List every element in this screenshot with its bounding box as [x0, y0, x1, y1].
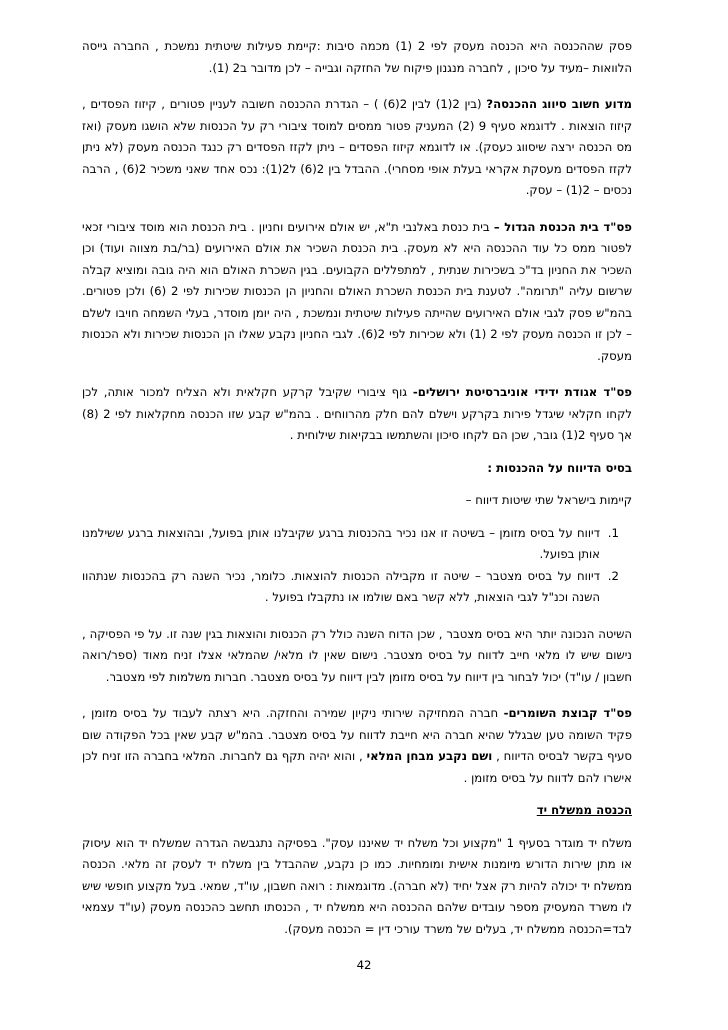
list-item-accrual-basis: 2. דיווח על בסיס מצטבר – שיטה זו מקבילה הכנסות להוצאות. כלומר, נכיר השנה רק בהכנסות שנתהוו השנה וכנ"ל לגבי הוצאות, ללא קשר באם שולמו או נתקבלו בפועל . — [82, 566, 604, 609]
paragraph-accrual-preferred: השיטה הנכונה יותר היא בסיס מצטבר , שכן הדוח השנה כולל רק הכנסות והוצאות בגין שנה זו. על פי הפסיקה , נישום שיש לו מלאי חייב לדווח על בסיס מצטבר. נישום שאין לו מלאי/ שהמלאי אצלו זניח מאוד (ספר/רואה חשבון / עו"ד) יכול לבחור בין דיווח על בסיס מזומן לבין דיווח על בסיס מצטבר. חברות משלמות לפי מצטבר. — [82, 626, 632, 684]
paragraph-university-friends-case — [82, 382, 632, 447]
reporting-methods-list — [82, 523, 632, 609]
great-synagogue-case-title: פס"ד בית הכנסת הגדול – — [493, 219, 632, 234]
heading-reporting-basis: בסיס הדיווח על ההכנסות : — [487, 460, 632, 475]
classification-question-heading: מדוע חשוב סיווג ההכנסה? — [486, 97, 632, 111]
great-synagogue-case-text: בית כנסת באלנבי ת"א, יש אולם אירועים וחניון . בית הכנסת הוא מוסד ציבורי זכאי לפטור ממס כל עוד ההכנסה היא לא מעסק. בית הכנסת השכיר את אולם האירועים (בר/בת מצווה ועוד) וכן השכיר את החניון בד"כ בשכירות שנתית , למתפללים הקבועים. בגין השכרת האולם הוא היה גובה ומוציא קבלה שרשום עליה "תרומה". לטענת בית הכנסת השכרת האולם והחניון הן הכנסות שכירות לפי 2 (6) ולכן פטורים. בהמ"ש פסק לגבי אולם האירועים שהייתה פעילות שיטתית ונמשכת , היה יומן מוסדר, בעלי השמחה חויבו לשלם – לכן זו הכנסה מעסק לפי 2 (1) ולא שכירות לפי 2(6). לגבי החניון נקבע שאלו הן הכנסות שכירות ולא הכנסות מעסק. — [82, 219, 633, 363]
paragraph-business-income-ruling: פסק שההכנסה היא הכנסה מעסק לפי 2 (1) מכמה סיבות :קיימת פעילות שיטתית נמשכת , החברה גייסה הלוואות –מעיד על סיכון , לחברה מנגנון פיקוח של החזקה וגבייה – לכן מדובר ב2 (1). — [82, 39, 632, 75]
guards-group-case-text-end: , והוא יהיה תקף גם לחברות. המלאי בחברה הזו זניח לכן אישרו להם לדווח על בסיס מזומן . — [82, 749, 632, 785]
classification-text: (בין 2(1) לבין 2(6) ) – הגדרת ההכנסה חשובה לעניין פטורים , קיזוז הפסדים , קיזוז הוצאות . לדוגמא סעיף 9 (2) המעניק פטור ממסים למוסד ציבורי רק על הכנסות שלא הושגו מעסק (ואז מס הכנסה ירצה שיסווג כעסק). או לדוגמא קיזוז הפסדים – ניתן לקזז הפסדים רק כנגד הכנסה מעסק (לא ניתן לקזז הפסדים מעסקת אקראי בעלת אופי מסחרי). ההבדל בין 2(6) ל2(1): נכס אחד שאני משכיר 2(6) , הרבה נכסים – 2(1) – עסק. — [82, 97, 633, 197]
guards-group-case-title: פס"ד קבוצת השומרים- — [503, 706, 632, 720]
heading-self-employment-income: הכנסה ממשלח יד — [536, 803, 632, 817]
university-friends-case-text: גוף ציבורי שקיבל קרקע חקלאית ולא הצליח למכור אותה, לכן לקחו חקלאי שיגדל פירות בקרקע וישלם להם חלק מהרווחים . בהמ"ש קבע שזו הכנסה מחקלאות לפי 2 (8) אך סעיף 2(1) גובר, שכן הם לקחו סיכון והשתמשו בבקיאות שילוחית . — [82, 385, 632, 442]
paragraph-guards-group-case — [82, 703, 632, 789]
page-number: 42 — [356, 958, 372, 972]
guards-group-case-text: חברה המחזיקה שירותי ניקיון שמירה והחזקה. היא רצתה לעבוד על בסיס מזומן , פקיד השומה טען שבגלל שהיא חברה היא חייבת לדווח על בסיס מצטבר. בהמ"ש קבע שאין בכל הפקודה שום סעיף בקשר לבסיס הדיווח , — [82, 706, 632, 763]
paragraph-great-synagogue-case — [82, 217, 632, 368]
paragraph-classification-importance — [82, 94, 632, 202]
list-item-cash-basis: 1. דיווח על בסיס מזומן – בשיטה זו אנו נכיר בהכנסות ברגע שקיבלנו אותן בפועל, ובהוצאות ברגע ששילמנו אותן בפועל. — [82, 523, 604, 566]
inventory-test-emphasis: ושם נקבע מבחן המלאי — [366, 749, 493, 763]
paragraph-two-reporting-methods: קיימות בישראל שתי שיטות דיווח – — [465, 493, 632, 507]
paragraph-self-employment-definition: משלח יד מוגדר בסעיף 1 "מקצוע וכל משלח יד שאיננו עסק". בפסיקה נתגבשה הגדרה שמשלח יד הוא עיסוק או מתן שירות הדורש מיומנות אישית ומומחיות. כמו כן נקבע, שההבדל בין משלח יד לעסק זה מלאי. הכנסה ממשלח יד יכולה להיות רק אצל יחיד (לא חברה). מדוגמאות : רואה חשבון, עו"ד, שמאי. בעל מקצוע חופשי שיש לו משרד המעסיק מספר עובדים שלהם ההכנסה היא ממשלח יד , הכנסתו תחשב כהכנסה מעסק (עו"ד עצמאי לבד=הכנסה ממשלח יד, בעלים של משרד עורכי דין = הכנסה מעסק). — [82, 835, 632, 936]
university-friends-case-title: פס"ד אגודת ידידי אוניברסיטת ירושלים- — [412, 385, 632, 399]
